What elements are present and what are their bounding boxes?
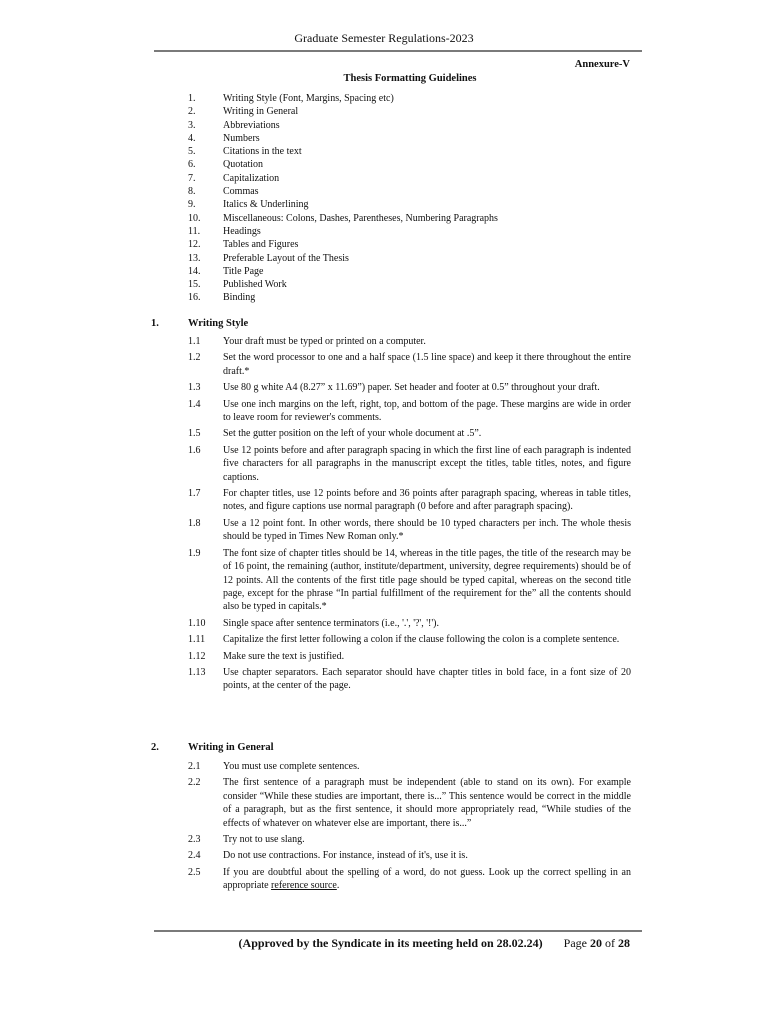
- page-indicator: [564, 936, 630, 950]
- item-text: Capitalize the first letter following a colon if the clause following the colon is a complete sentence.: [223, 634, 620, 646]
- toc-label: Commas: [223, 186, 259, 198]
- item-number: 1.11: [188, 634, 206, 646]
- toc-item: [188, 119, 498, 132]
- section-title: Writing Style: [188, 318, 249, 329]
- toc-label: Abbreviations: [223, 119, 280, 131]
- item-text: Set the word processor to one and a half space (1.5 line space) and keep it there throughout the entire draft.*: [223, 352, 631, 377]
- toc-label: Published Work: [223, 279, 287, 291]
- item-number: 1.10: [188, 617, 206, 629]
- toc-number: 10.: [188, 212, 201, 224]
- list-item: [188, 650, 631, 663]
- item-text: Use 80 g white A4 (8.27” x 11.69”) paper. Set header and footer at 0.5” throughout your draft.: [223, 382, 600, 394]
- toc-number: 1.: [188, 93, 196, 104]
- list-item: [188, 335, 631, 348]
- item-text: Use 12 points before and after paragraph spacing in which the first line of each paragraph is indented five characters for all paragraphs in the manuscript except the titles, table titles, notes, and figure captions.: [223, 444, 631, 483]
- toc-number: 2.: [188, 106, 196, 118]
- toc-label: Writing in General: [223, 106, 299, 118]
- item-text-body: If you are doubtful about the spelling of a word, do not guess. Look up the correct spelling in an appropriate: [223, 866, 631, 892]
- item-text: You must use complete sentences.: [223, 761, 360, 772]
- item-text: Use chapter separators. Each separator should have chapter titles in bold face, in a font size of 20 points, at the center of the page.: [223, 666, 631, 692]
- toc-label: Miscellaneous: Colons, Dashes, Parentheses, Numbering Paragraphs: [223, 212, 498, 224]
- toc-label: Headings: [223, 225, 261, 237]
- item-number: 1.3: [188, 382, 201, 394]
- toc-number: 16.: [188, 292, 201, 304]
- item-number: 1.13: [188, 666, 206, 678]
- list-item: [188, 487, 631, 514]
- approval-note: (Approved by the Syndicate in its meeting held on 28.02.24): [238, 936, 543, 950]
- item-text: The font size of chapter titles should be 14, whereas in the title pages, the title of the research may be of 16 point, the remaining (author, institute/department, university, degree requirements) should be of 12 points. All the contents of the first title page should be typed capital, whereas on the second title page, except for the phrase “In partial fulfillment of the requirement for the” all the contents should also be typed in capitals.*: [223, 547, 631, 613]
- toc-number: 12.: [188, 239, 201, 251]
- toc-label: Numbers: [223, 132, 260, 144]
- item-number: 1.9: [188, 547, 201, 559]
- section-title: Writing in General: [188, 742, 274, 753]
- section-number: 2.: [151, 742, 159, 753]
- section-items-writing-in-general: [188, 760, 631, 896]
- item-text: Use a 12 point font. In other words, there should be 10 typed characters per inch. The whole thesis should be typed in Times New Roman only.*: [223, 517, 631, 543]
- list-item: [188, 849, 631, 862]
- toc-number: 3.: [188, 119, 196, 131]
- item-number: 2.1: [188, 761, 201, 772]
- item-text: Try not to use slang.: [223, 834, 305, 846]
- toc-label: Citations in the text: [223, 146, 302, 158]
- page-word: Page: [563, 936, 587, 950]
- toc-item: [188, 92, 498, 105]
- list-item: [188, 617, 631, 630]
- toc-label: Writing Style (Font, Margins, Spacing etc): [223, 93, 394, 104]
- section-heading-writing-style: [151, 317, 248, 330]
- page-number: 20: [590, 936, 602, 950]
- section-number: 1.: [151, 318, 159, 329]
- toc-label: Italics & Underlining: [223, 199, 309, 211]
- footer-rule: [154, 930, 642, 932]
- item-number: 1.5: [188, 428, 201, 440]
- list-item: [188, 381, 631, 394]
- list-item: [188, 444, 631, 484]
- item-number: 1.7: [188, 488, 201, 500]
- item-text: Single space after sentence terminators (i.e., '.', '?', '!').: [223, 617, 440, 629]
- toc-item: [188, 185, 498, 198]
- toc-label: Tables and Figures: [223, 239, 299, 251]
- list-item: [188, 351, 631, 378]
- toc-item: [188, 265, 498, 278]
- item-number: 1.6: [188, 444, 201, 456]
- list-item: [188, 633, 631, 646]
- item-number: 1.1: [188, 336, 201, 347]
- toc-item: [188, 158, 498, 171]
- item-text: Use one inch margins on the left, right, top, and bottom of the page. These margins are wide in order to leave room for reviewer's comments.: [223, 398, 631, 424]
- list-item: [188, 517, 631, 544]
- list-item: [188, 547, 631, 614]
- toc-item: [188, 212, 498, 225]
- toc-label: Quotation: [223, 159, 263, 171]
- list-item: [188, 760, 631, 773]
- section-heading-writing-in-general: [151, 741, 274, 754]
- item-text: Do not use contractions. For instance, instead of it's, use it is.: [223, 850, 468, 862]
- toc-number: 13.: [188, 252, 201, 264]
- toc-item: [188, 145, 498, 158]
- toc-item: [188, 172, 498, 185]
- toc-item: [188, 198, 498, 211]
- item-text-period: .: [336, 880, 340, 892]
- toc-label: Preferable Layout of the Thesis: [223, 252, 349, 264]
- item-number: 2.3: [188, 834, 201, 846]
- item-number: 2.2: [188, 777, 201, 789]
- list-item: [188, 398, 631, 425]
- document-title: Thesis Formatting Guidelines: [343, 73, 477, 84]
- toc-label: Capitalization: [223, 172, 280, 184]
- item-number: 2.5: [188, 866, 201, 878]
- toc-number: 7.: [188, 172, 196, 184]
- toc-number: 11.: [188, 225, 201, 237]
- item-number: 1.8: [188, 517, 201, 529]
- section-items-writing-style: [188, 335, 631, 696]
- toc-item: [188, 132, 498, 145]
- item-text: Set the gutter position on the left of your whole document at .5”.: [223, 428, 482, 440]
- toc-item: [188, 238, 498, 251]
- toc-item: [188, 252, 498, 265]
- item-text: [223, 866, 631, 893]
- toc-item: [188, 225, 498, 238]
- page-total: 28: [618, 936, 630, 950]
- list-item: [188, 776, 631, 830]
- toc-number: 6.: [188, 159, 196, 171]
- toc-number: 15.: [188, 279, 201, 291]
- item-number: 1.12: [188, 650, 206, 662]
- toc-label: Title Page: [223, 265, 264, 277]
- item-text: For chapter titles, use 12 points before and 36 points after paragraph spacing, whereas in table titles, notes, and figure captions use normal paragraph (0 before and after paragraph spacing).: [223, 488, 631, 513]
- reference-source-link[interactable]: reference source: [271, 880, 337, 892]
- table-of-contents: [188, 92, 498, 305]
- toc-number: 4.: [188, 132, 196, 144]
- toc-number: 8.: [188, 186, 196, 198]
- item-number: 1.2: [188, 352, 201, 364]
- toc-label: Binding: [223, 292, 256, 304]
- toc-number: 14.: [188, 265, 201, 277]
- annexure-label: Annexure-V: [574, 59, 630, 70]
- toc-item: [188, 278, 498, 291]
- toc-item: [188, 291, 498, 304]
- list-item: [188, 833, 631, 846]
- header-rule: [154, 50, 642, 52]
- item-text: Your draft must be typed or printed on a computer.: [223, 336, 426, 347]
- page-of: of: [605, 936, 615, 950]
- item-number: 2.4: [188, 850, 201, 862]
- list-item: [188, 666, 631, 693]
- toc-item: [188, 105, 498, 118]
- toc-number: 5.: [188, 146, 196, 158]
- list-item: [188, 866, 631, 893]
- page-footer: [239, 937, 630, 950]
- list-item: [188, 427, 631, 440]
- item-number: 1.4: [188, 398, 201, 410]
- running-header: Graduate Semester Regulations-2023: [294, 31, 474, 45]
- toc-number: 9.: [188, 199, 196, 211]
- item-text: Make sure the text is justified.: [223, 650, 345, 662]
- item-text: The first sentence of a paragraph must be independent (able to stand on its own). For example consider “While these studies are important, there is...” This sentence would be correct in the middle of a paragraph, but as the first sentence, it should more appropriately read, “While studies of the effects of whatever on whatever else are important, there is...”: [223, 777, 631, 829]
